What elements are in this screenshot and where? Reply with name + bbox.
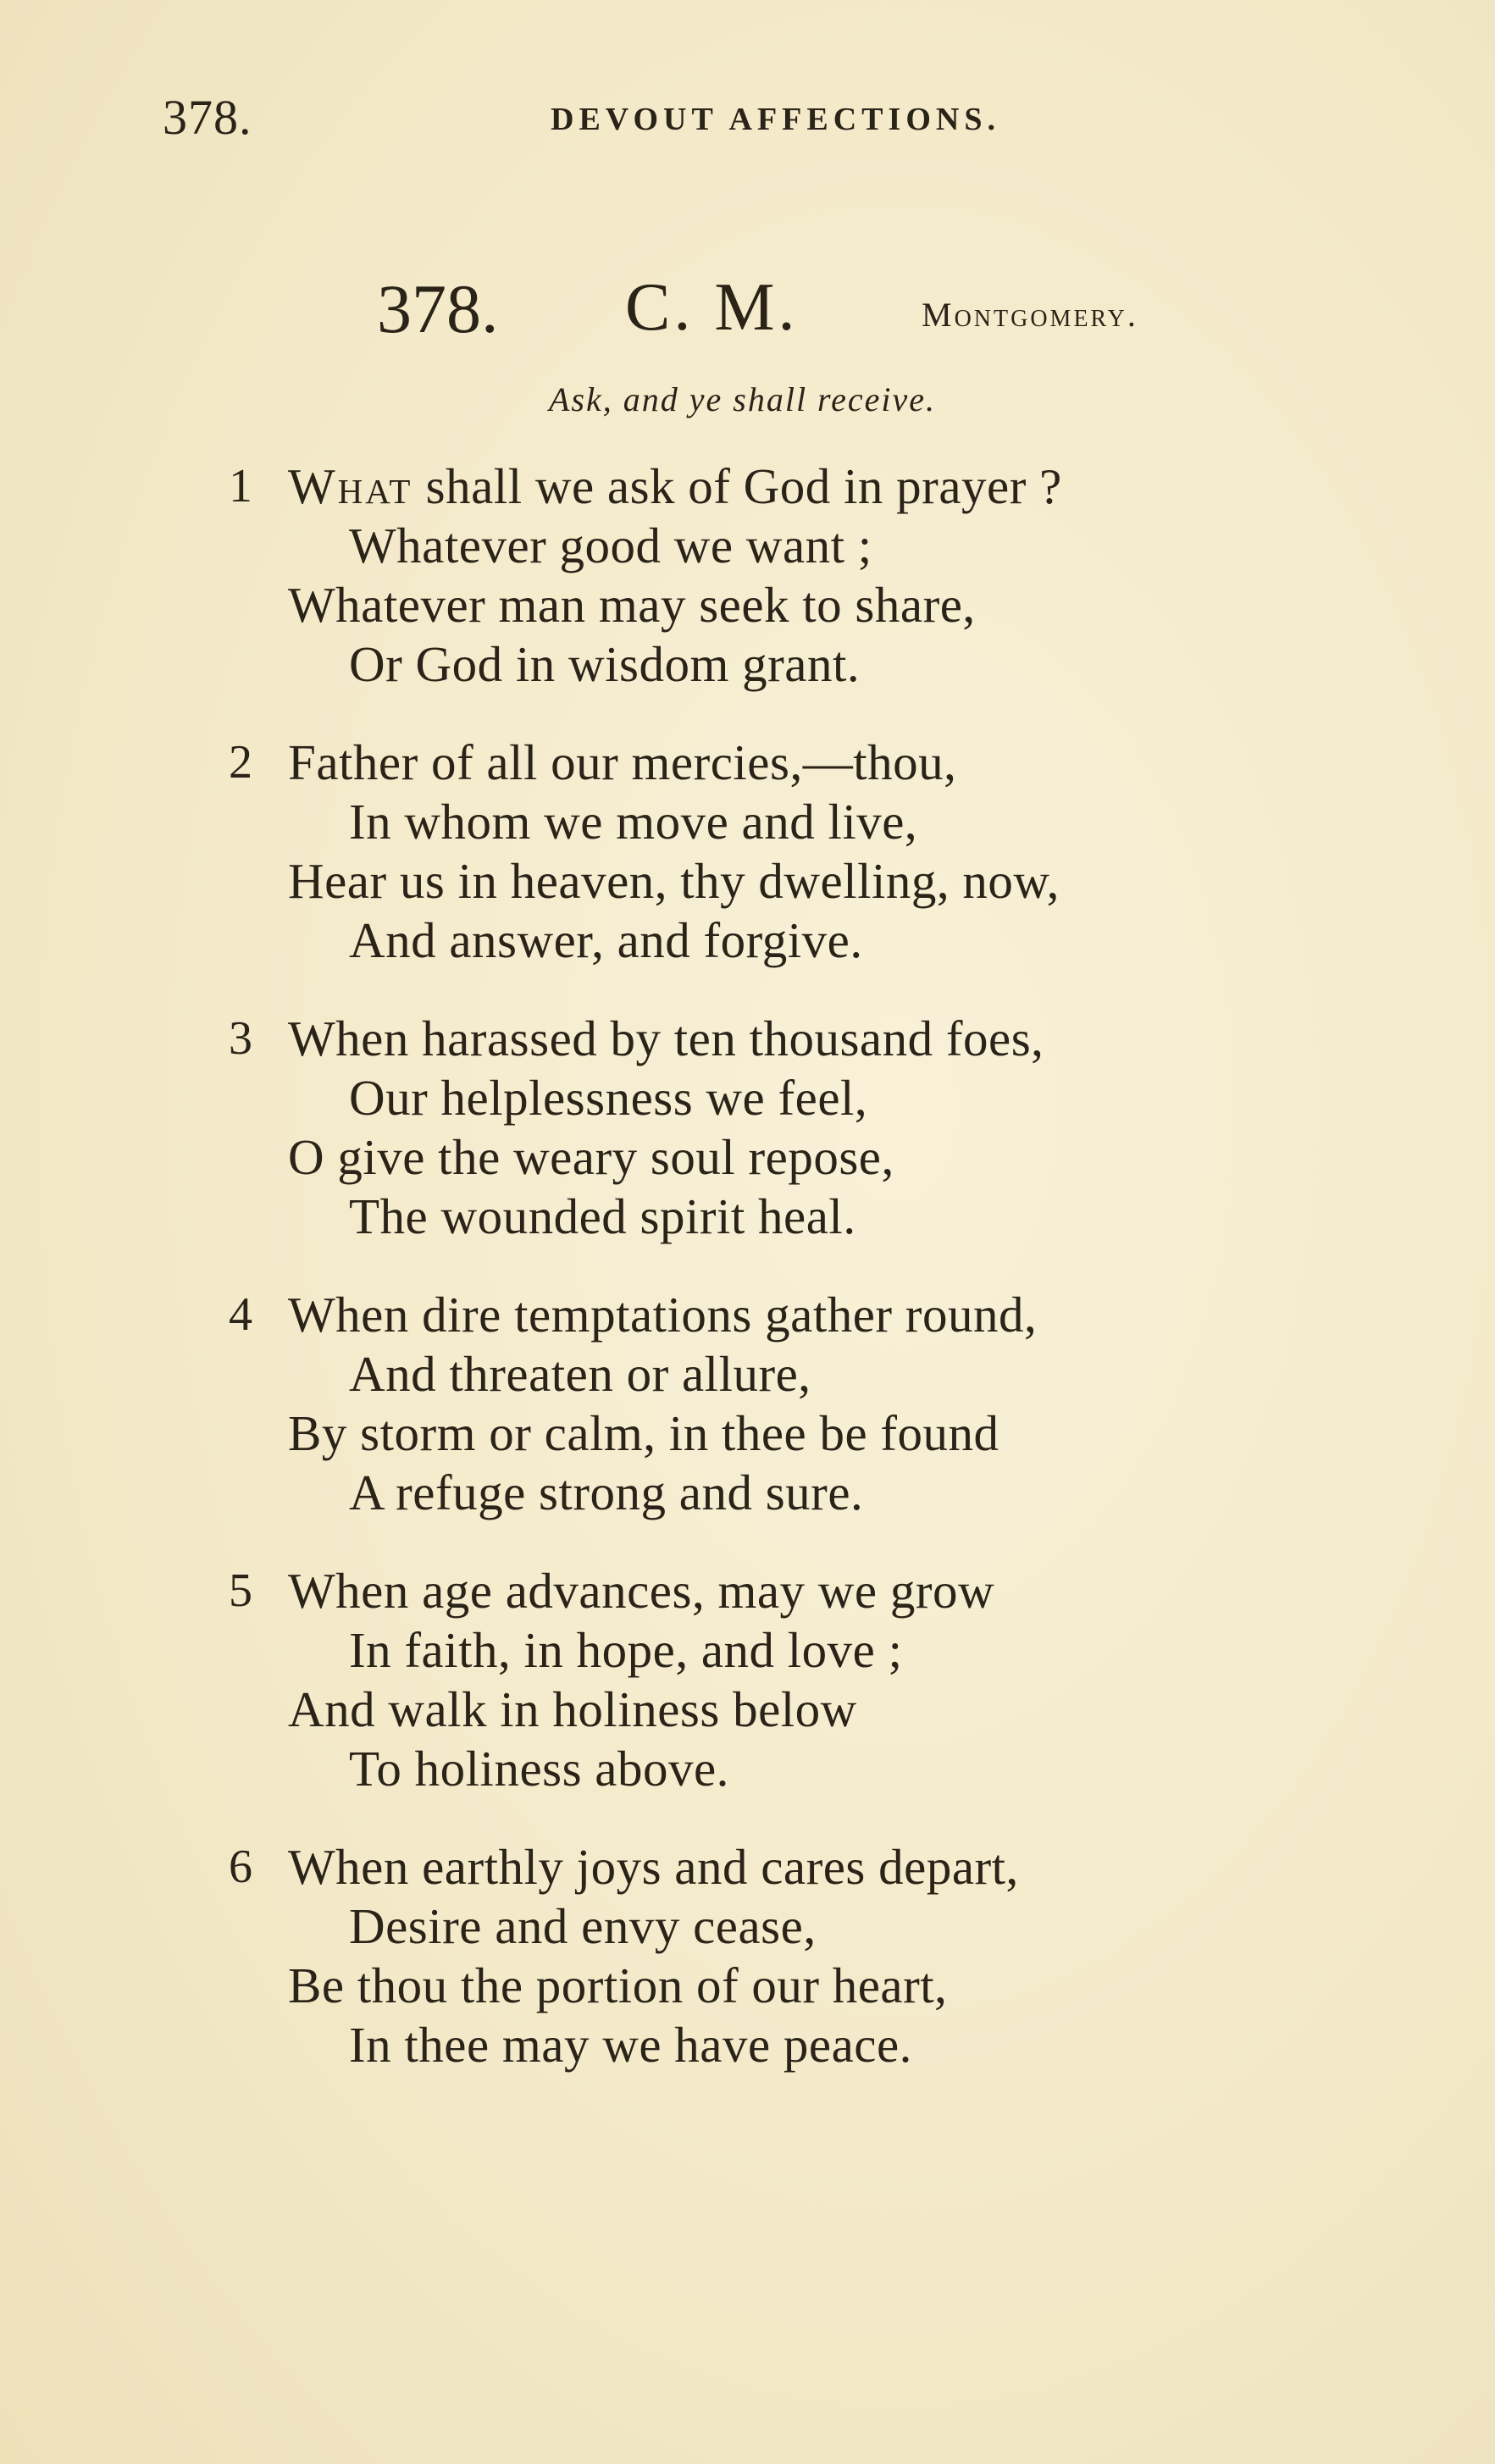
stanza-list — [0, 457, 1495, 2114]
stanza-number: 4 — [229, 1288, 252, 1341]
stanza-line: In faith, in hope, and love ; — [349, 1622, 903, 1678]
stanza-line: When age advances, may we grow — [288, 1563, 995, 1619]
stanza-line: When dire temptations gather round, — [288, 1287, 1038, 1343]
hymn-number: 378. — [377, 270, 499, 347]
stanza-number: 5 — [229, 1564, 252, 1617]
stanza-line: Our helplessness we feel, — [349, 1070, 868, 1126]
hymn-meter: C. M. — [625, 270, 799, 345]
stanza-line: Desire and envy cease, — [349, 1898, 817, 1954]
stanza-line: Or God in wisdom grant. — [349, 636, 861, 692]
stanza-line: And answer, and forgive. — [349, 912, 863, 968]
stanza-line: In whom we move and live, — [349, 794, 918, 850]
first-word-small-caps: What — [288, 458, 413, 514]
stanza-line: To holiness above. — [349, 1741, 729, 1797]
stanza-number: 2 — [229, 736, 252, 789]
stanza-number: 3 — [229, 1012, 252, 1065]
hymn-subtitle: Ask, and ye shall receive. — [549, 380, 937, 418]
hymn-header — [0, 269, 1495, 354]
stanza-line: A refuge strong and sure. — [349, 1465, 864, 1520]
section-title: DEVOUT AFFECTIONS. — [551, 102, 1000, 137]
stanza-line: Whatever man may seek to share, — [288, 577, 976, 633]
stanza-line: Whatever good we want ; — [349, 518, 872, 573]
hymn-author: Montgomery. — [922, 296, 1138, 334]
stanza-line: Hear us in heaven, thy dwelling, now, — [288, 853, 1060, 909]
stanza-line: Be thou the portion of our heart, — [288, 1957, 948, 2013]
stanza — [0, 1562, 1495, 1838]
stanza — [0, 734, 1495, 1010]
stanza-number: 6 — [229, 1841, 252, 1893]
stanza-line: Father of all our mercies,—thou, — [288, 734, 957, 790]
stanza-line: The wounded spirit heal. — [349, 1188, 856, 1244]
stanza-line: By storm or calm, in thee be found — [288, 1405, 999, 1461]
stanza-line: And walk in holiness below — [288, 1681, 857, 1737]
page-number: 378. — [163, 90, 252, 145]
stanza — [0, 1010, 1495, 1286]
stanza — [0, 1838, 1495, 2114]
stanza-number: 1 — [229, 460, 252, 512]
stanza-line: When harassed by ten thousand foes, — [288, 1011, 1044, 1066]
stanza — [0, 457, 1495, 734]
stanza-line: O give the weary soul repose, — [288, 1129, 894, 1185]
line-rest: shall we ask of God in prayer ? — [413, 458, 1062, 514]
stanza-line: In thee may we have peace. — [349, 2017, 912, 2073]
stanza-line — [288, 457, 1062, 516]
running-head — [0, 89, 1495, 145]
stanza-line: When earthly joys and cares depart, — [288, 1839, 1019, 1895]
stanza-line: And threaten or allure, — [349, 1346, 811, 1402]
stanza — [0, 1286, 1495, 1562]
